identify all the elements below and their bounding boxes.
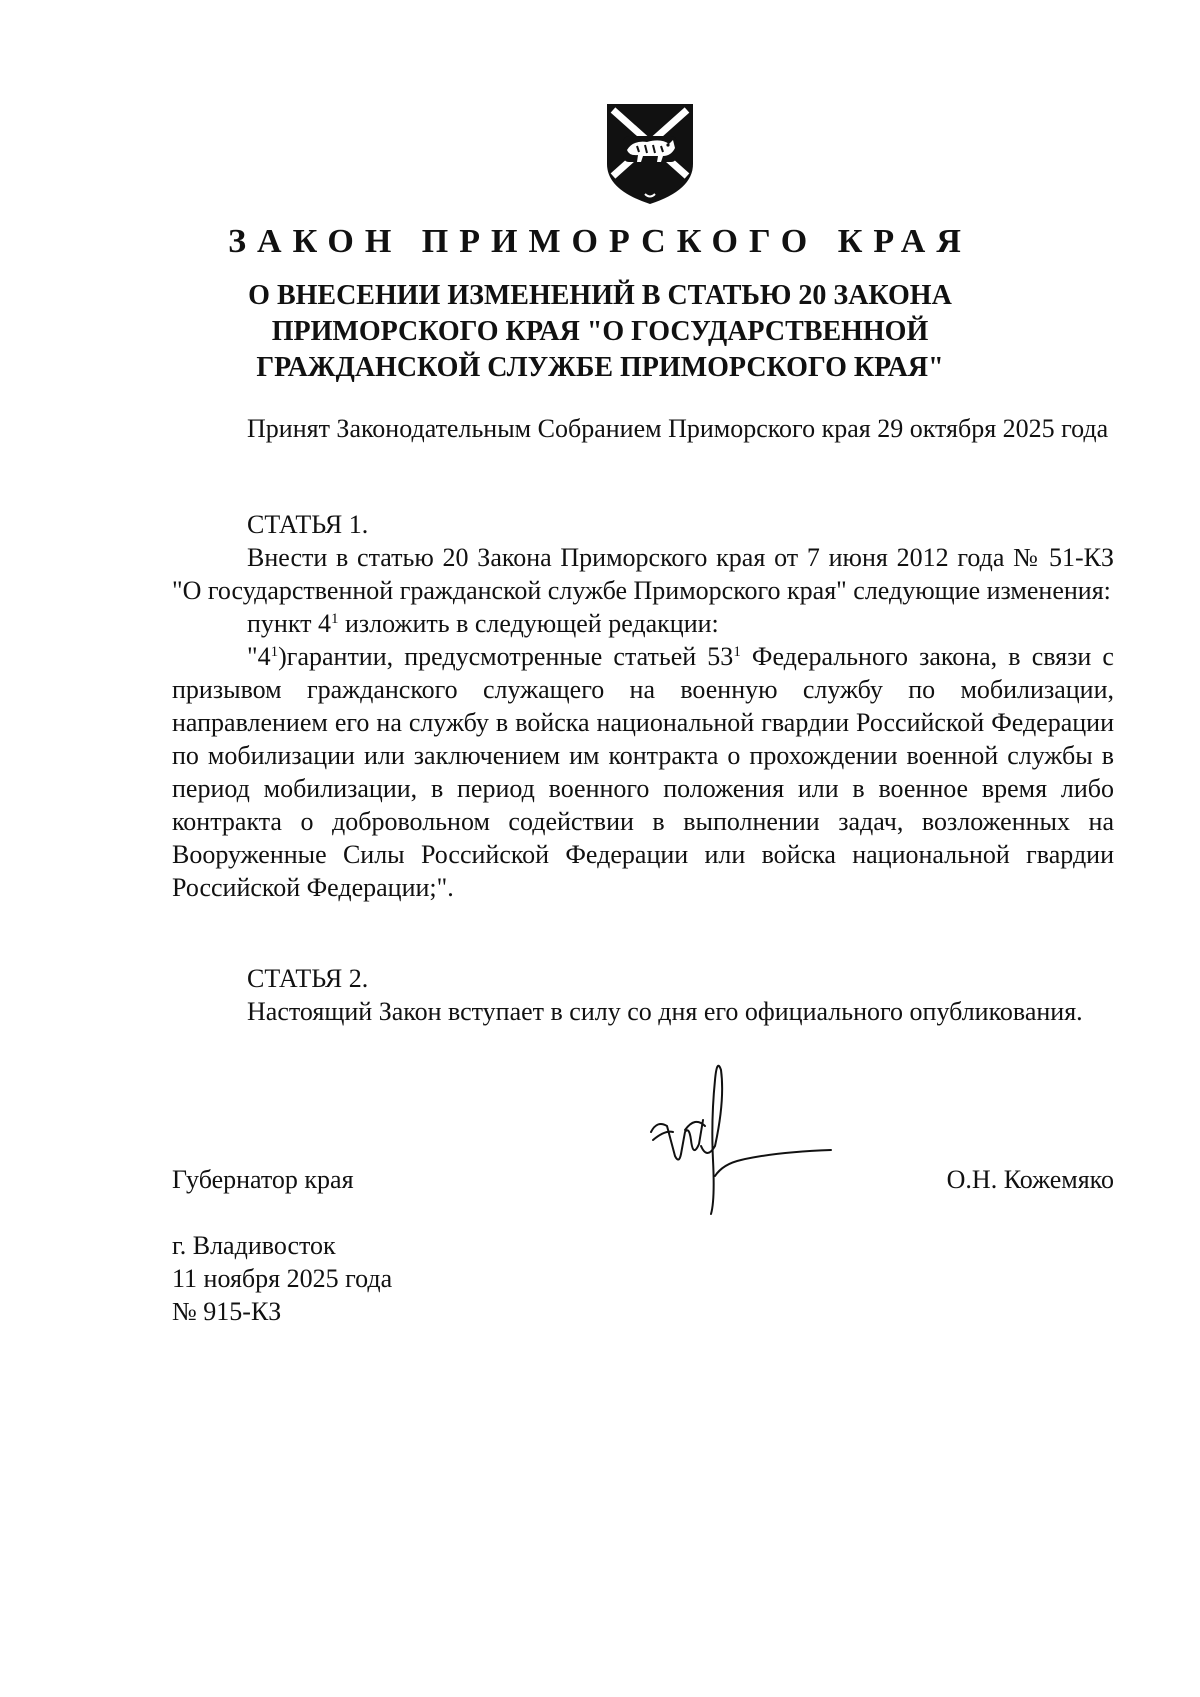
adoption-block (172, 412, 1114, 445)
quote-start: "4 (247, 642, 271, 671)
article-1-heading: СТАТЬЯ 1. (247, 510, 369, 539)
point-text: пункт 4 (247, 609, 331, 638)
subtitle-line: ГРАЖДАНСКОЙ СЛУЖБЕ ПРИМОРСКОГО КРАЯ" (256, 352, 944, 383)
coat-of-arms-icon (603, 100, 697, 206)
issuance-date: 11 ноября 2025 года (172, 1264, 393, 1293)
quote-end: Федерального закона, в связи с призывом гражданского служащего на военную службу по мобилизации, направлением его на службу в войска национальной гвардии Российской Федерации по мобилизации или заключением им контракта о прохождении военной службы в период мобилизации, в период военного положения или в военное время либо контракта о добровольном содействии в выполнении задач, возложенных на Вооруженные Силы Российской Федерации или войска национальной гвардии Российской Федерации;". (172, 642, 1114, 902)
signer-position: Губернатор края (172, 1165, 354, 1194)
law-number: № 915-КЗ (172, 1297, 282, 1326)
signer-name: О.Н. Кожемяко (946, 1165, 1114, 1194)
article-2-text: Настоящий Закон вступает в силу со дня его официального опубликования. (247, 997, 1083, 1026)
quote-superscript: 1 (270, 644, 279, 660)
document-subtitle (0, 278, 1200, 386)
subtitle-line: ПРИМОРСКОГО КРАЯ "О ГОСУДАРСТВЕННОЙ (271, 316, 929, 347)
article-1-quote (172, 640, 1114, 904)
document-title: ЗАКОН ПРИМОРСКОГО КРАЯ (228, 223, 972, 260)
subtitle-line: О ВНЕСЕНИИ ИЗМЕНЕНИЙ В СТАТЬЮ 20 ЗАКОНА (248, 280, 952, 311)
article-1 (172, 508, 1114, 904)
quote-middle: )гарантии, предусмотренные статьей 53 (278, 642, 734, 671)
article-2 (172, 962, 1114, 1028)
article-1-point (172, 607, 1114, 640)
issuance-details (172, 1229, 392, 1328)
quote-superscript: 1 (733, 644, 741, 660)
handwritten-signature-icon (645, 1060, 835, 1220)
adoption-statement: Принят Законодательным Собранием Приморского края 29 октября 2025 года (247, 414, 1109, 443)
point-text-tail: изложить в следующей редакции: (338, 609, 719, 638)
article-2-heading: СТАТЬЯ 2. (247, 964, 369, 993)
point-superscript: 1 (330, 611, 339, 627)
article-1-intro: Внести в статью 20 Закона Приморского края от 7 июня 2012 года № 51-КЗ "О государственной гражданской службе Приморского края" следующие изменения: (172, 543, 1114, 605)
issuance-city: г. Владивосток (172, 1231, 336, 1260)
